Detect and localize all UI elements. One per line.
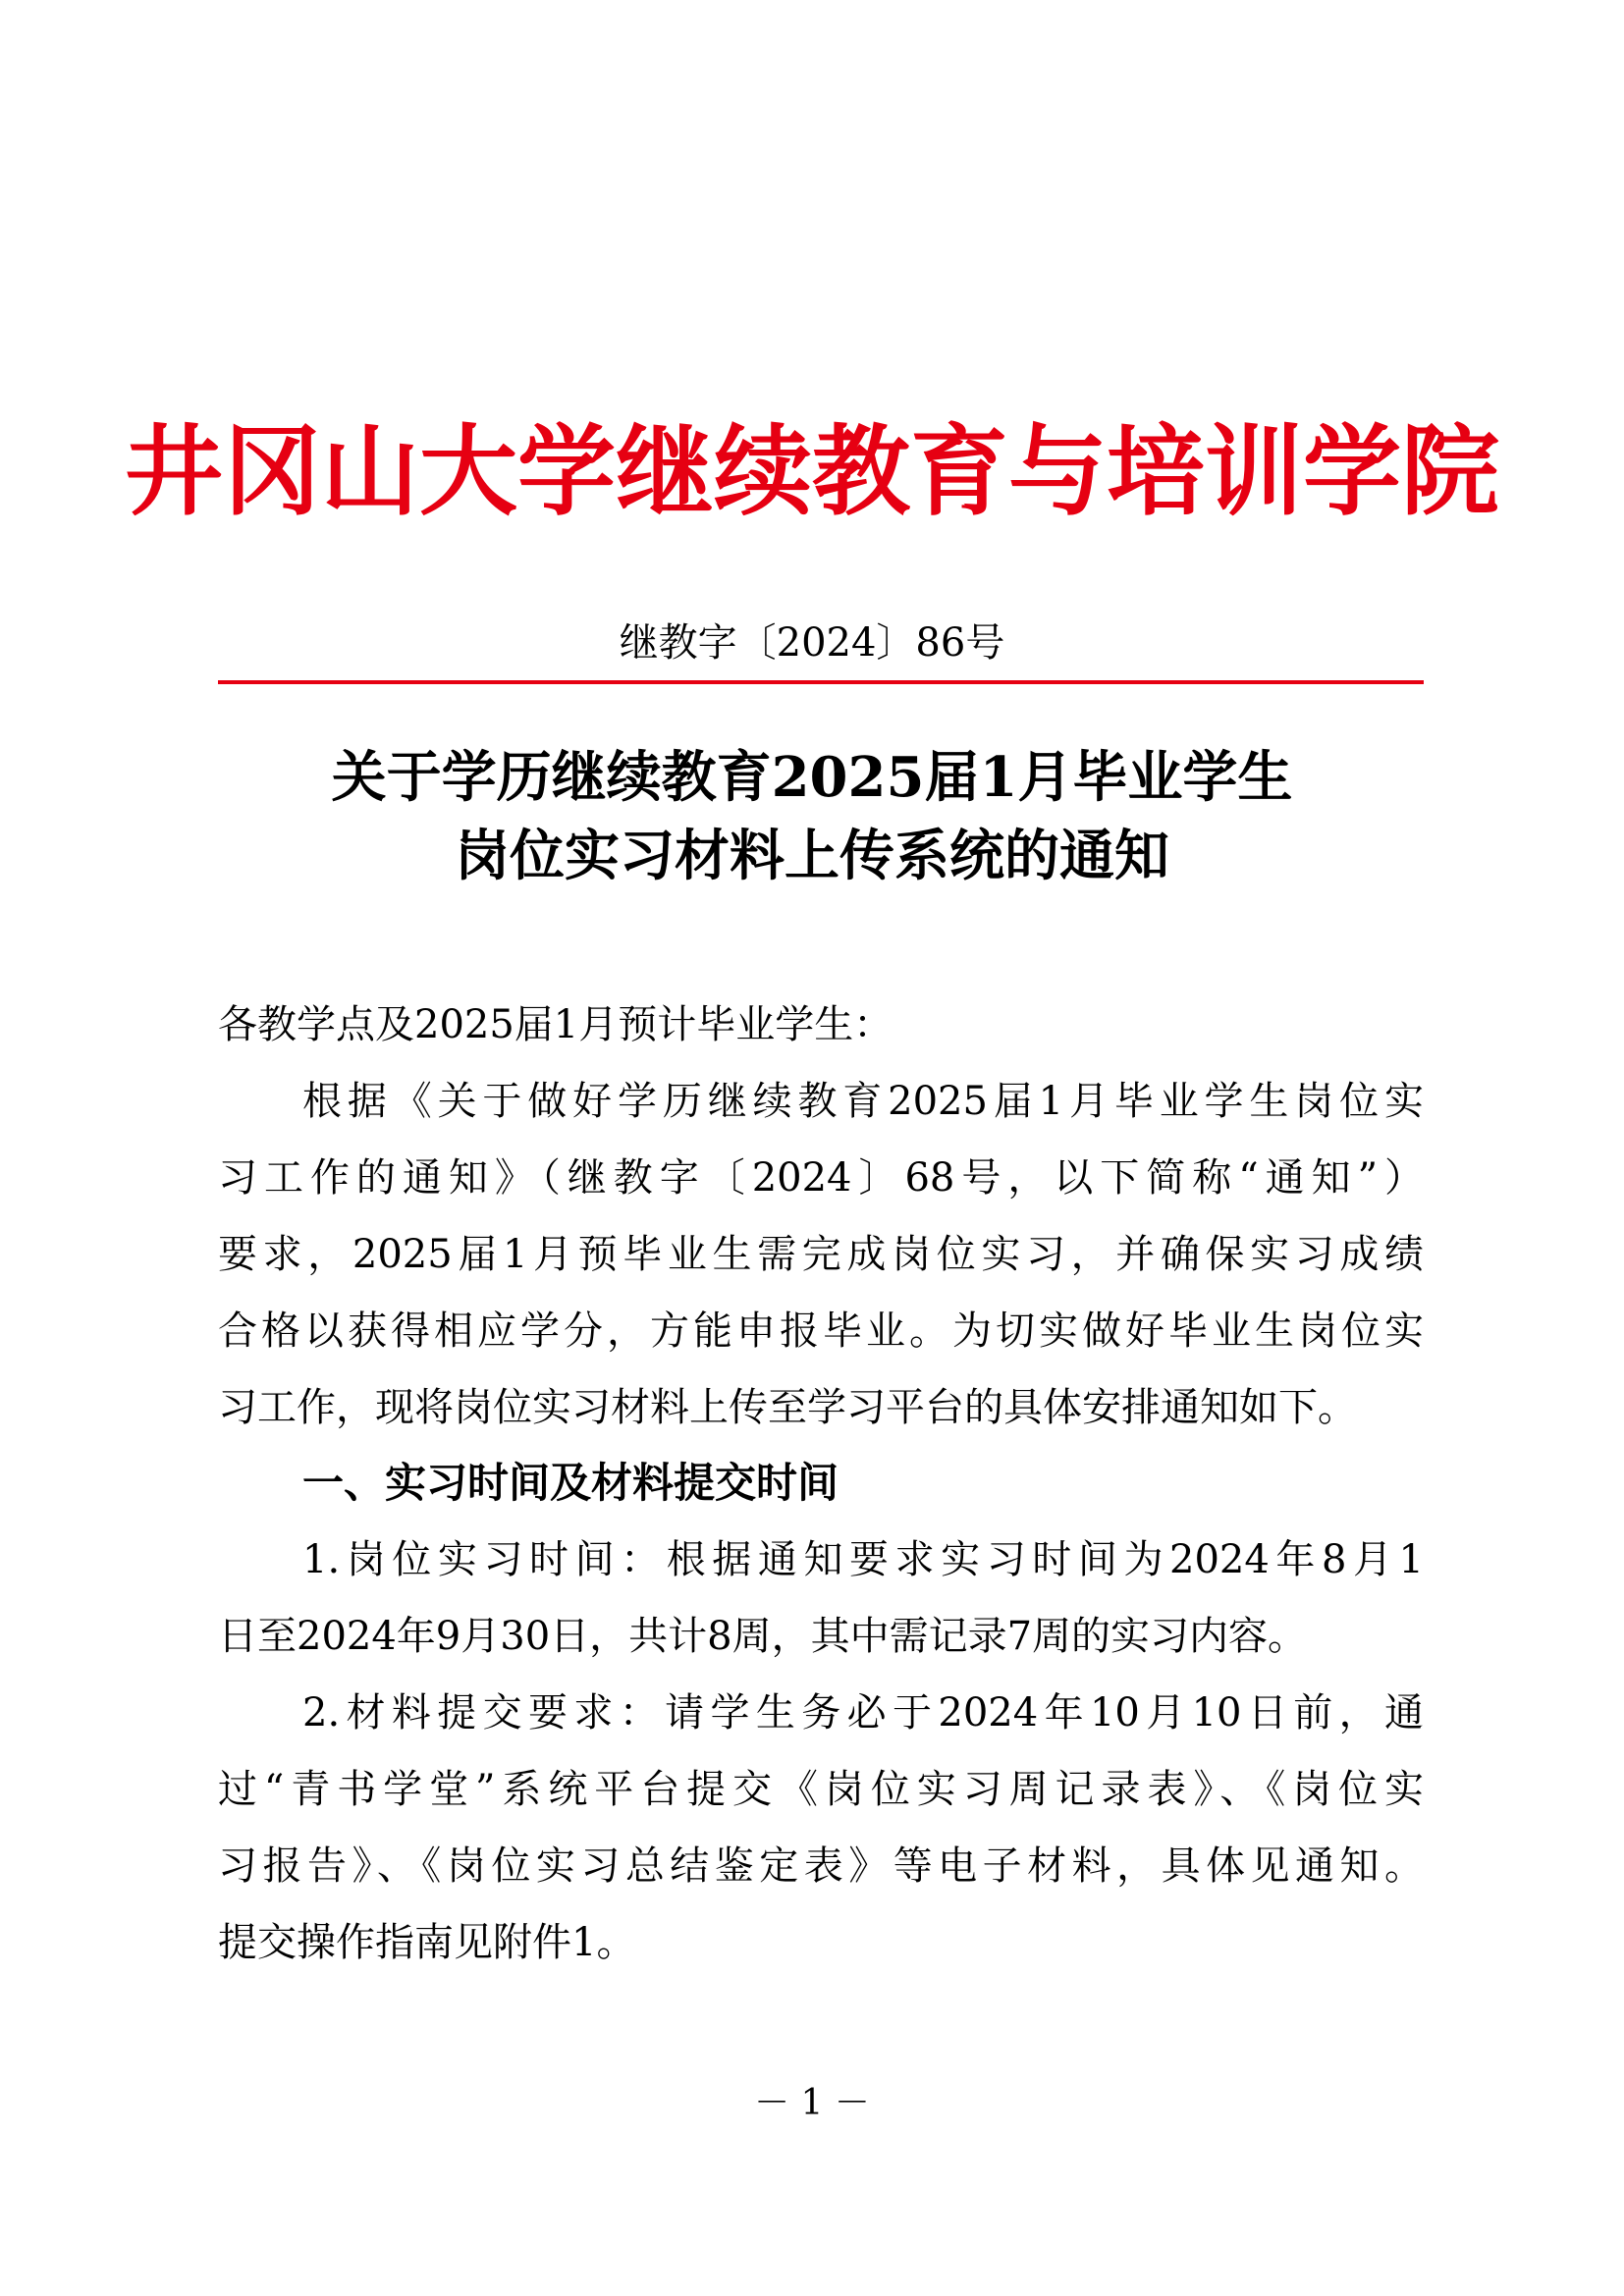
- notice-title-line-2: 岗位实习材料上传系统的通知: [455, 824, 1169, 888]
- paragraph-line: 日至2024年9月30日，共计8周，其中需记录7周的实习内容。: [218, 1614, 1308, 1659]
- paragraph-line: 提交操作指南见附件1。: [218, 1920, 636, 1965]
- intro-paragraph: [218, 1063, 1424, 1446]
- item-2-paragraph: [218, 1675, 1424, 1981]
- institution-header: 井冈山大学继续教育与培训学院: [125, 413, 1499, 529]
- paragraph-line: 合格以获得相应学分，方能申报毕业。为切实做好毕业生岗位实: [218, 1308, 1424, 1354]
- paragraph-line: 1.岗位实习时间：根据通知要求实习时间为2024年8月1: [302, 1537, 1424, 1582]
- notice-title: [0, 738, 1624, 895]
- salutation: 各教学点及2025届1月预计毕业学生：: [218, 1002, 893, 1047]
- paragraph-line: 过“青书学堂”系统平台提交《岗位实习周记录表》、《岗位实: [218, 1767, 1424, 1812]
- paragraph-line: 习工作的通知》（继教字〔2024〕68号，以下简称“通知”）: [218, 1155, 1424, 1201]
- page-number: － 1 －: [754, 2083, 870, 2123]
- red-divider-line: [218, 680, 1424, 684]
- notice-title-line-1: 关于学历继续教育2025届1月毕业学生: [331, 745, 1293, 810]
- paragraph-line: 习工作，现将岗位实习材料上传至学习平台的具体安排通知如下。: [218, 1385, 1357, 1430]
- paragraph-line: 要求，2025届1月预毕业生需完成岗位实习，并确保实习成绩: [218, 1232, 1424, 1277]
- item-1-paragraph: [218, 1522, 1424, 1675]
- paragraph-line: 习报告》、《岗位实习总结鉴定表》等电子材料，具体见通知。: [218, 1843, 1424, 1889]
- document-number: 继教字〔2024〕86号: [619, 620, 1005, 666]
- paragraph-line: 根据《关于做好学历继续教育2025届1月毕业学生岗位实: [302, 1079, 1424, 1124]
- paragraph-line: 2.材料提交要求：请学生务必于2024年10月10日前，通: [302, 1690, 1424, 1735]
- section-heading-1: 一、实习时间及材料提交时间: [302, 1459, 839, 1507]
